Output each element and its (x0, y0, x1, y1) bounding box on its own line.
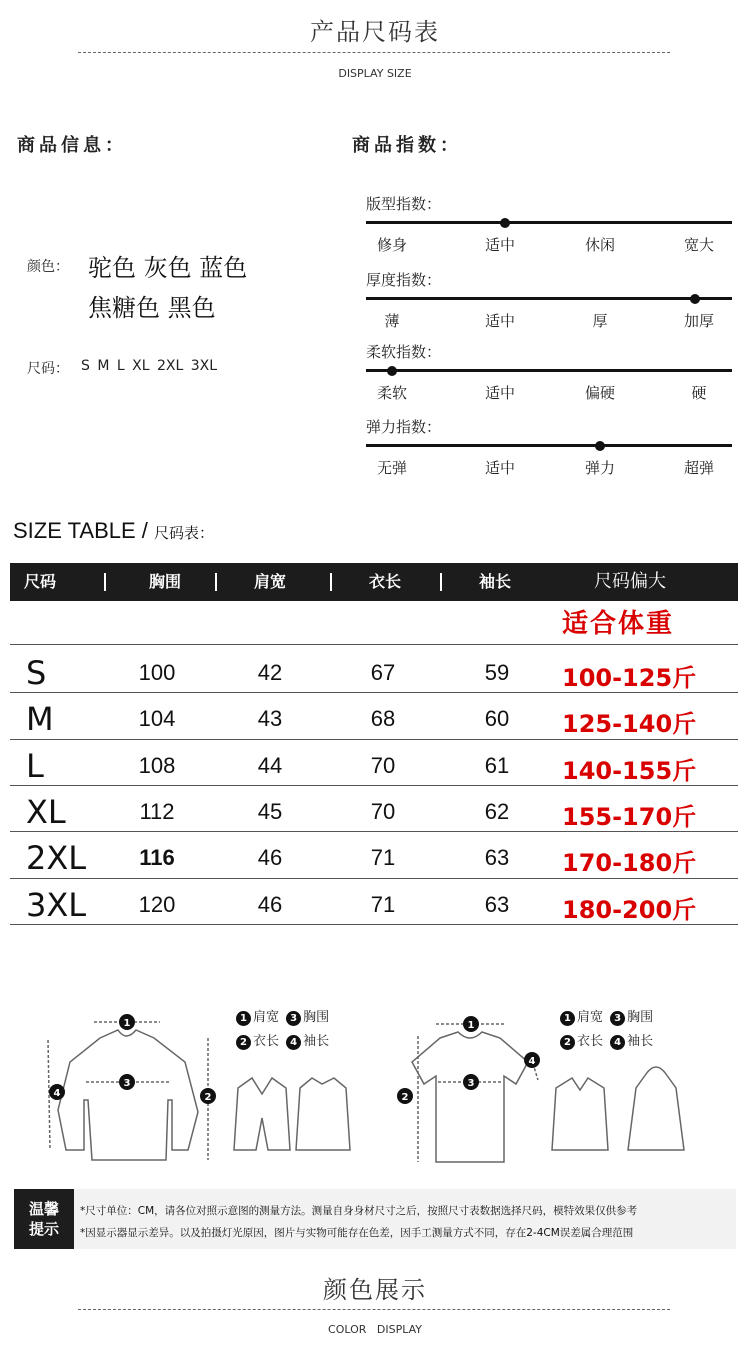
index-scale-option: 加厚 (683, 312, 714, 330)
marker-label: 2 (401, 1092, 409, 1103)
legend-number: 2 (236, 1035, 251, 1050)
title-divider (78, 52, 670, 53)
tips-label-line2: 提示 (28, 1220, 59, 1238)
tips-line1: *尺寸单位：CM，请各位对照示意图的测量方法。测量自身身材尺寸之后，按照尺寸表数据选择尺码，模特效果仅供参考 (80, 1205, 638, 1217)
hoodie-sketch (628, 1067, 684, 1150)
cell-chest: 120 (138, 891, 176, 917)
th-separator (104, 573, 106, 591)
color-display-subtitle: COLOR DISPLAY (328, 1323, 422, 1336)
cell-sleeve: 62 (484, 798, 510, 824)
index-scale-option: 适中 (484, 459, 515, 477)
marker-label: 3 (467, 1078, 475, 1089)
cell-shoulder: 44 (257, 752, 283, 778)
index-scale-option: 柔软 (376, 384, 407, 402)
index-scale-marker (690, 294, 700, 304)
cell-size: 2XL (26, 839, 87, 878)
th-size: 尺码 (23, 572, 56, 591)
index-scale-option: 无弹 (376, 459, 407, 477)
shirt-sketch (552, 1078, 608, 1150)
index-scale-option: 偏硬 (584, 384, 615, 402)
index-scale-label: 版型指数： (366, 195, 442, 213)
cell-size: XL (26, 792, 66, 831)
cell-chest: 108 (138, 752, 176, 778)
cell-length: 67 (370, 660, 396, 685)
row-divider (10, 739, 738, 740)
sweater-outline (58, 1030, 198, 1160)
index-scale-bar (366, 297, 732, 300)
index-scale-option: 宽大 (683, 236, 714, 254)
cell-shoulder: 43 (257, 706, 283, 732)
marker-label: 1 (123, 1018, 131, 1029)
cell-sleeve: 59 (484, 660, 510, 685)
row-divider (10, 644, 738, 645)
legend-number: 3 (286, 1011, 301, 1026)
th-sleeve: 袖长 (478, 572, 511, 591)
index-scale-option: 休闲 (584, 236, 615, 254)
size-table-title-en: SIZE TABLE / (13, 518, 155, 543)
marker-label: 1 (467, 1020, 475, 1031)
marker-label: 2 (204, 1092, 212, 1103)
row-divider (10, 831, 738, 832)
cell-weight: 125-140斤 (562, 710, 697, 739)
product-info-heading: 商品信息： (17, 135, 127, 156)
size-table-title-cn: 尺码表： (154, 525, 215, 542)
th-note: 尺码偏大 (594, 571, 666, 592)
index-scale-label: 柔软指数： (366, 343, 442, 361)
cell-weight: 180-200斤 (562, 895, 697, 924)
cell-size: M (26, 700, 54, 739)
legend-chest: 胸围 (303, 1010, 330, 1025)
index-scale-option: 适中 (484, 312, 515, 330)
index-scale-bar (366, 221, 732, 224)
th-separator (215, 573, 217, 591)
page-subtitle: DISPLAY SIZE (338, 67, 412, 80)
legend-length: 衣长 (577, 1034, 604, 1049)
legend-number: 4 (286, 1035, 301, 1050)
row-divider (10, 878, 738, 879)
index-scale-option: 适中 (484, 384, 515, 402)
index-scale-bar (366, 369, 732, 372)
marker-label: 4 (528, 1056, 536, 1067)
measure-legend-left (236, 1006, 329, 1050)
cell-shoulder: 45 (257, 798, 283, 824)
row-divider (10, 924, 738, 925)
cell-chest: 100 (138, 660, 176, 685)
cell-size: L (26, 746, 44, 785)
product-index-heading: 商品指数： (352, 135, 462, 156)
legend-sleeve: 袖长 (627, 1034, 654, 1049)
index-scale-option: 超弹 (683, 459, 714, 477)
th-length: 衣长 (368, 572, 401, 591)
index-scale-marker (595, 441, 605, 451)
legend-number: 1 (560, 1011, 575, 1026)
index-scale-option: 适中 (484, 236, 515, 254)
color-label: 颜色： (27, 259, 69, 275)
legend-length: 衣长 (253, 1034, 280, 1049)
weight-header: 适合体重 (562, 609, 675, 639)
cell-sleeve: 61 (484, 752, 510, 778)
cell-sleeve: 60 (484, 706, 510, 732)
legend-chest: 胸围 (627, 1010, 654, 1025)
marker-label: 3 (123, 1078, 131, 1089)
colors-line2: 焦糖色 黑色 (88, 294, 216, 322)
cell-size: 3XL (26, 885, 87, 924)
size-table-title (13, 518, 214, 544)
legend-shoulder: 肩宽 (577, 1010, 604, 1025)
color-display-title: 颜色展示 (323, 1276, 427, 1304)
size-label: 尺码： (27, 361, 69, 377)
marker-label: 4 (53, 1088, 61, 1099)
cell-chest: 104 (138, 706, 176, 732)
legend-number: 3 (610, 1011, 625, 1026)
tips-label (14, 1189, 74, 1249)
index-scale-option: 修身 (376, 236, 407, 254)
legend-number: 2 (560, 1035, 575, 1050)
index-scale-option: 硬 (691, 384, 707, 402)
tips-box (14, 1189, 736, 1249)
th-chest: 胸围 (148, 572, 181, 591)
cell-sleeve: 63 (484, 891, 510, 917)
cell-weight: 170-180斤 (562, 849, 697, 878)
size-list: S M L XL 2XL 3XL (81, 358, 218, 374)
jacket-sketch (234, 1078, 290, 1150)
page-title: 产品尺码表 (310, 18, 440, 46)
footer-divider (78, 1309, 670, 1310)
cell-length: 71 (370, 891, 396, 917)
legend-sleeve: 袖长 (303, 1034, 330, 1049)
index-scale-marker (500, 218, 510, 228)
tshirt-outline (412, 1032, 528, 1162)
cell-sleeve: 63 (484, 845, 510, 871)
cell-shoulder: 46 (257, 891, 283, 917)
th-separator (440, 573, 442, 591)
colors-line1: 驼色 灰色 蓝色 (88, 254, 248, 282)
th-separator (330, 573, 332, 591)
index-scale-bar (366, 444, 732, 447)
coat-sketch (296, 1078, 350, 1150)
measure-legend-right (560, 1006, 653, 1050)
cell-chest: 112 (139, 798, 175, 824)
index-scale-option: 厚 (592, 312, 608, 330)
cell-size: S (26, 654, 47, 692)
cell-weight: 100-125斤 (562, 664, 697, 692)
legend-number: 1 (236, 1011, 251, 1026)
cell-weight: 140-155斤 (562, 756, 697, 785)
index-scale-marker (387, 366, 397, 376)
cell-length: 71 (370, 845, 396, 871)
cell-shoulder: 46 (257, 845, 283, 871)
row-divider (10, 785, 738, 786)
cell-length: 70 (370, 798, 396, 824)
cell-length: 68 (370, 706, 396, 732)
legend-shoulder: 肩宽 (253, 1010, 280, 1025)
row-divider (10, 692, 738, 693)
index-scale-option: 薄 (384, 312, 400, 330)
index-scale-label: 弹力指数： (366, 418, 442, 436)
legend-number: 4 (610, 1035, 625, 1050)
size-table-header (10, 563, 738, 601)
cell-length: 70 (370, 752, 396, 778)
cell-chest: 116 (139, 845, 175, 871)
tips-line2: *因显示器显示差异。以及拍摄灯光原因，图片与实物可能存在色差，因手工测量方式不同，存在2-4CM误差属合理范围 (80, 1227, 634, 1239)
index-scale-label: 厚度指数： (366, 271, 442, 289)
cell-weight: 155-170斤 (562, 802, 697, 831)
cell-shoulder: 42 (257, 660, 283, 685)
th-shoulder: 肩宽 (253, 572, 286, 591)
tips-label-line1: 温馨 (28, 1200, 59, 1218)
index-scale-option: 弹力 (584, 459, 615, 477)
